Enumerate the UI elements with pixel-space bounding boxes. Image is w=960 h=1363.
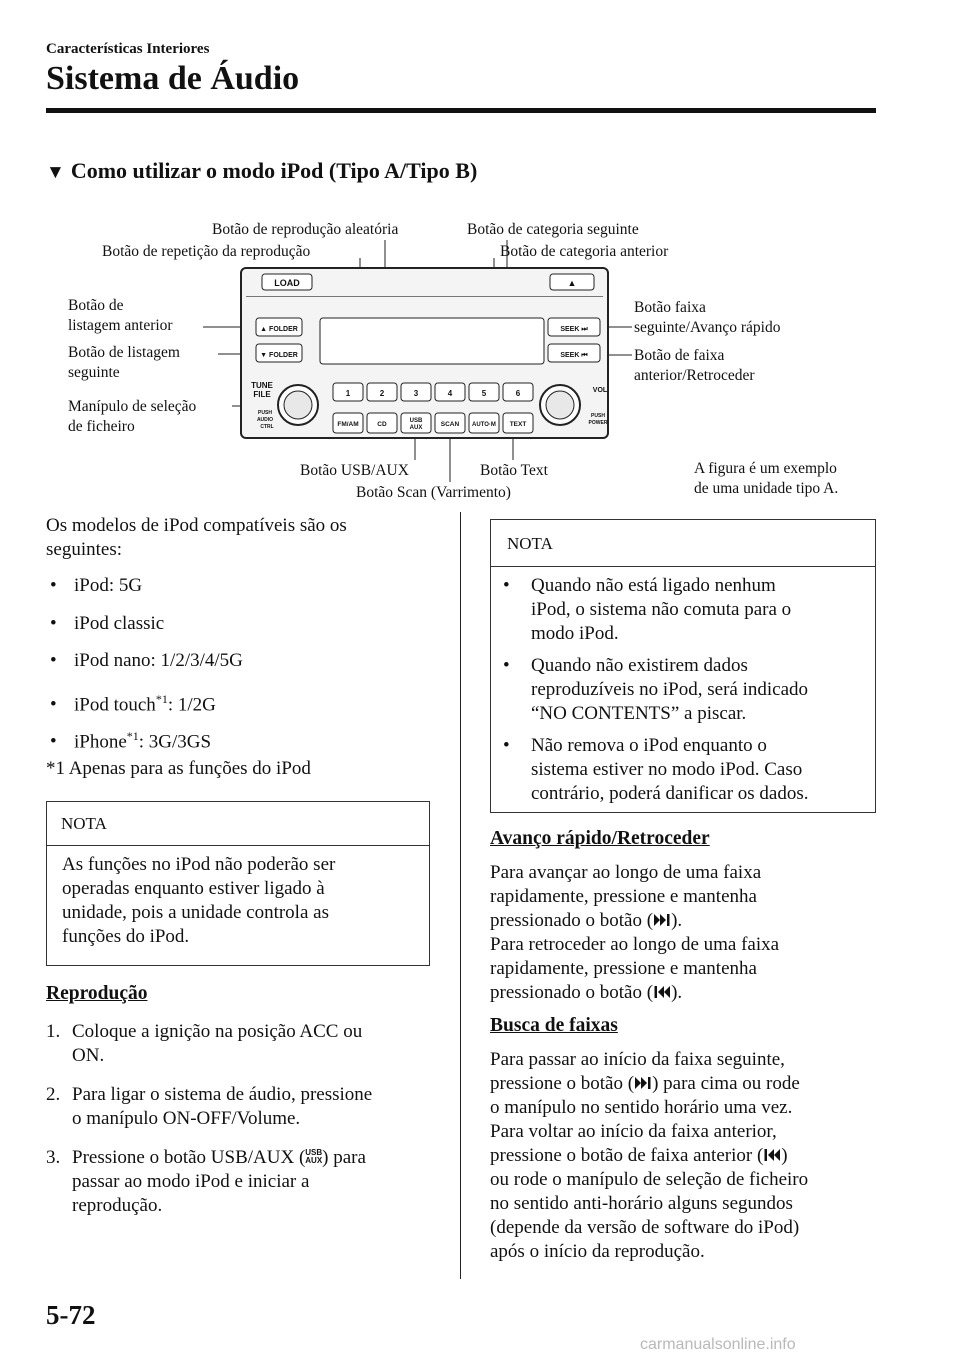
ctrl-label: CTRL [260, 424, 274, 430]
note-heading: NOTA [491, 520, 875, 567]
note-item: • Quando não está ligado nenhum iPod, o sistema não comuta para o modo iPod. [503, 575, 792, 644]
callout-next-list-2: seguinte [68, 364, 120, 381]
scan-label: SCAN [440, 421, 460, 428]
ffrew-heading: Avanço rápido/Retroceder [490, 828, 710, 849]
list-item: • iPod: 5G [50, 575, 143, 596]
model-list [50, 574, 243, 762]
callout-next-track-2: seguinte/Avanço rápido [634, 319, 781, 336]
next-track-icon [653, 912, 671, 928]
callout-repeat: Botão de repetição da reprodução [102, 243, 311, 260]
note-body [491, 567, 875, 806]
list-item: • iPod touch$^{*1}$: 1/2G [50, 691, 216, 715]
intro-line-1: Os modelos de iPod compatíveis são os [46, 515, 347, 536]
folder-down-label: ▼ FOLDER [260, 352, 298, 359]
callout-prev-category: Botão de categoria anterior [500, 243, 669, 260]
callout-next-list-1: Botão de listagem [68, 344, 180, 361]
callout-scan: Botão Scan (Varrimento) [356, 484, 511, 501]
callout-prev-track-1: Botão de faixa [634, 347, 725, 364]
push-power-label: PUSH [591, 413, 605, 419]
figure-caption-2: de uma unidade tipo A. [694, 480, 839, 497]
section-marker-icon: ▼ [46, 162, 65, 183]
callout-next-category: Botão de categoria seguinte [467, 221, 639, 238]
preset-2-label: 2 [379, 389, 385, 398]
search-heading: Busca de faixas [490, 1015, 618, 1036]
preset-3-label: 3 [413, 389, 419, 398]
callout-prev-list-2: listagem anterior [68, 317, 173, 334]
intro-line-2: seguintes: [46, 539, 122, 560]
column-divider [460, 512, 461, 1279]
tune-label: TUNE [251, 381, 273, 390]
callout-usb-aux: Botão USB/AUX [300, 462, 409, 479]
load-label: LOAD [274, 278, 300, 288]
eject-label: ▲ [567, 278, 577, 288]
seek-down-label: SEEK ⏮ [560, 352, 588, 359]
preset-6-label: 6 [515, 389, 521, 398]
ffrew-text: Para avançar ao longo de uma faixa rapidamente, pressione e mantenha pressionado o botão ( ). Para retroceder ao longo de uma faixa rapidamente, pressione e mantenha pressionado o botão ( ). [490, 862, 780, 1003]
audio-label: AUDIO [256, 417, 274, 423]
prev-track-icon [653, 984, 671, 1000]
usb-label: USB [409, 418, 423, 424]
list-item: • iPhone$^{*1}$: 3G/3GS [50, 729, 212, 753]
list-item: • iPod nano: 1/2/3/4/5G [50, 650, 243, 671]
display-window [320, 318, 544, 364]
preset-5-label: 5 [481, 389, 487, 398]
step-2: 2. Para ligar o sistema de áudio, pressione o manípulo ON-OFF/Volume. [46, 1084, 373, 1129]
prev-track-icon [763, 1147, 781, 1163]
list-item: • iPod classic [50, 612, 165, 634]
note-item: • Não remova o iPod enquanto o sistema estiver no modo iPod. Caso contrário, poderá danificar os dados. [503, 735, 809, 804]
text-label: TEXT [509, 421, 527, 428]
note-heading: NOTA [47, 802, 429, 846]
note-box-left [46, 801, 430, 966]
section-title-text: Como utilizar o modo iPod (Tipo A/Tipo B) [70, 158, 478, 183]
page-title: Sistema de Áudio [46, 60, 300, 97]
usb-aux-icon: USB AUX [305, 1148, 323, 1165]
note-box-right [490, 519, 876, 813]
vol-label: VOL [592, 387, 608, 394]
preset-1-label: 1 [345, 389, 351, 398]
fm-am-label: FM/AM [337, 421, 359, 428]
figure-caption-1: A figura é um exemplo [694, 460, 837, 477]
search-text: Para passar ao início da faixa seguinte, pressione o botão ( ) para cima ou rode o manípulo no sentido horário uma vez. Para voltar ao início da faixa anterior, pressione o botão de faixa anterior ( ) ou rode o manípulo de seleção de ficheiro no sentido anti-horário alguns segundos (depende da versão de software do iPod) após o início da reprodução. [490, 1049, 809, 1262]
watermark: carmanualsonline.info [640, 1336, 796, 1353]
page-number: 5-72 [46, 1300, 96, 1330]
step-1: 1. Coloque a ignição na posição ACC ou ON. [46, 1021, 363, 1066]
callout-next-track-1: Botão faixa [634, 299, 706, 316]
power-label: POWER [588, 420, 608, 426]
callout-prev-track-2: anterior/Retroceder [634, 367, 755, 384]
file-label: FILE [253, 390, 271, 399]
chapter-label: Características Interiores [46, 41, 210, 57]
callout-text: Botão Text [480, 462, 548, 479]
callout-random: Botão de reprodução aleatória [212, 221, 399, 238]
cd-label: CD [377, 421, 387, 428]
aux-label: AUX [409, 425, 423, 431]
note-body: As funções no iPod não poderão ser operadas enquanto estiver ligado à unidade, pois a unidade controla as funções do iPod. [62, 854, 336, 947]
step-3: 3. Pressione o botão USB/AUX (USB AUX) para passar ao modo iPod e iniciar a reprodução. [46, 1147, 366, 1216]
playback-heading: Reprodução [46, 983, 148, 1004]
push-label: PUSH [258, 410, 272, 416]
auto-m-label: AUTO·M [472, 422, 496, 428]
next-track-icon [634, 1075, 652, 1091]
callout-file-knob-2: de ficheiro [68, 418, 135, 435]
seek-up-label: SEEK ⏭ [560, 326, 588, 333]
note-item: • Quando não existirem dados reproduzíveis no iPod, será indicado “NO CONTENTS” a piscar. [503, 655, 809, 724]
callout-file-knob-1: Manípulo de seleção [68, 398, 197, 415]
callout-prev-list-1: Botão de [68, 297, 124, 314]
preset-4-label: 4 [447, 389, 453, 398]
footnote: *1 Apenas para as funções do iPod [46, 758, 311, 779]
folder-up-label: ▲ FOLDER [260, 326, 298, 333]
